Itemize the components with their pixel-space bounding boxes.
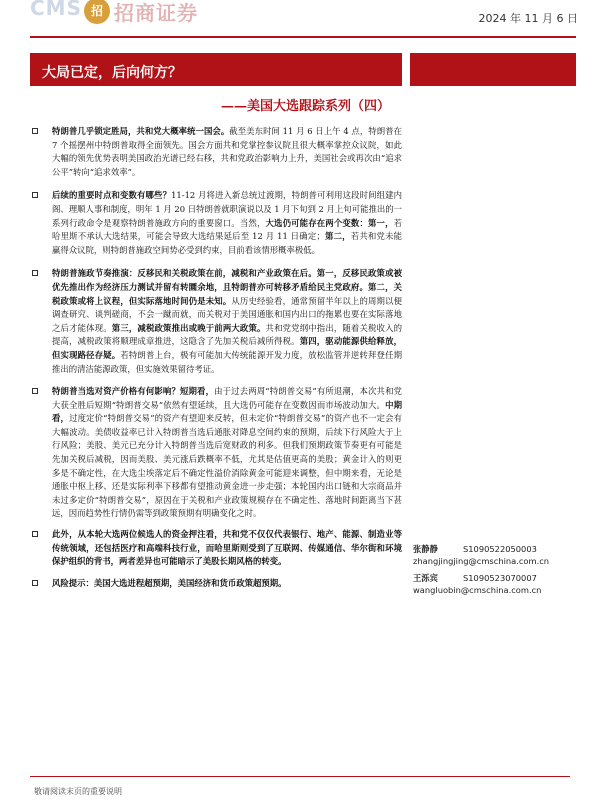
bullet-square-icon — [32, 128, 38, 134]
analyst-email[interactable]: zhangjingjing@cmschina.com.cn — [413, 556, 550, 566]
analyst-row — [413, 543, 583, 556]
bullet-lead: 特朗普施政节奏推演：反移民和关税政策在前，减税和产业政策在后。第一，反移民政策或被优先推出作为经济压力测试并留有转圜余地，且特朗普亦可转移矛盾给民主党政府。第二，关税政策或将上议程，但实际落地时间仍是未知。 — [52, 268, 402, 306]
logo-text-cn: 招商证券 — [114, 1, 198, 25]
bullet-text: 若特朗普上台，极有可能加大传统能源开发力度，放松监管并逆转拜登任期推出的清洁能源政策，但实施效果留待考证。 — [52, 349, 403, 374]
analyst-name: 张静静 — [413, 544, 438, 554]
bullet-item — [30, 189, 402, 257]
logo-badge-icon: 招 — [84, 0, 110, 24]
bullet-item — [30, 385, 402, 521]
footer-disclaimer: 敬请阅读末页的重要说明 — [34, 787, 122, 796]
report-subtitle: ——美国大选跟踪系列（四） — [220, 99, 390, 114]
brand-logo — [0, 0, 230, 28]
bullet-item — [30, 577, 402, 591]
analyst-cert: S1090522050003 — [463, 544, 537, 554]
analyst-email[interactable]: wangluobin@cmschina.com.cn — [413, 585, 542, 595]
bullet-lead: 第二， — [324, 231, 351, 242]
analyst-name: 王泺宾 — [413, 573, 438, 583]
bullet-lead: 第四，驱动能源供给释放，但实现路径存疑。 — [52, 336, 403, 360]
bullet-item — [30, 528, 402, 569]
bullet-text: 过度定价“特朗普交易”的资产有望迎来反转，但未定价“特朗普交易”的资产也不一定会有大幅波动。美债收益率已计入特朗普当选后通胀对降息空间约束的预期，后续下行风险大于上行风险；美股、美元已充分计入特朗普当选后宽财政的利多。但我们预期政策节奏更有可能是先加关税后减税，因而美股、美元涨后跌概率不低，尤其是估值更高的美股；黄金计入的则更多是不确定性，在大选尘埃落定后不确定性溢价消除黄金可能迎来调整，但中期来看，无论是通胀中枢上移、还是实际利率下移都有望推动黄金进一步走强；本轮国内出口链和大宗商品并未过多定价“特朗普交易”，原因在于关税和产业政策规模存在不确定性、落地时间距离当下甚远，因而趋势性行情仍需等到政策预期有明确变化之时。 — [52, 413, 403, 519]
bullet-square-icon — [32, 580, 38, 586]
side-banner — [410, 53, 576, 86]
summary-bullets — [30, 125, 402, 590]
bullet-item — [30, 267, 402, 376]
bullet-lead: 特朗普几乎锁定胜局，共和党大概率统一国会。 — [52, 126, 230, 136]
analyst-row — [413, 572, 583, 585]
report-date: 2024 年 11 月 6 日 — [478, 12, 578, 25]
bullet-lead: 中期看， — [52, 399, 403, 424]
logo-text-en: CMS — [30, 0, 82, 20]
bullet-lead: 后续的重要时点和变数有哪些？ — [52, 190, 172, 201]
bullet-item — [30, 125, 402, 179]
bullet-square-icon — [32, 270, 38, 276]
bullet-lead: 第三，减税政策推出或晚于前两大政策。 — [111, 322, 266, 333]
bullet-text: 若共和党未能赢得众议院，则特朗普施政空间势必受到约束，目前看该情形概率极低。 — [52, 231, 403, 255]
bullet-square-icon — [32, 388, 38, 394]
bullet-square-icon — [32, 531, 38, 537]
bullet-text: 若哈里斯不承认大选结果，可能会导致大选结果延后至 12 月 11 日确定； — [52, 217, 402, 242]
bullet-lead: 大选仍可能存在两个变数：第一， — [265, 217, 394, 228]
analyst-cert: S1090523070007 — [463, 573, 537, 583]
risk-warning: 风险提示：美国大选进程超预期，美国经济和货币政策超预期。 — [52, 577, 287, 588]
bullet-lead: 特朗普当选对资产价格有何影响？短期看， — [52, 386, 215, 397]
bullet-text: 由于过去两周“特朗普交易”有所退潮，本次共和党大获全胜后短期“特朗普交易”依然有望延续，且大选仍可能存在变数因而市场波动加大。 — [52, 386, 403, 410]
bullet-text: 从历史经验看，通常预留半年以上的周期以便调查研究、谈判磋商，不会一蹴而就，而关税对于美国通胀和国内出口的拖累也要在实际落地之后才能体现。 — [52, 295, 403, 333]
bullet-text: 截至美东时间 11 月 6 日上午 4 点，特朗普在 7 个摇摆州中特朗普取得全面领先。国会方面共和党掌控参议院且很大概率掌控众议院，如此大幅的领先优势表明美国政治光谱已经右移，共和党政治影响力上升，美国社会或再次由“追求公平”转向“追求效率”。 — [52, 126, 402, 177]
footer-divider — [30, 776, 570, 777]
report-title: 大局已定，后向何方？ — [42, 65, 182, 81]
bullet-square-icon — [32, 192, 38, 198]
header-divider — [30, 36, 576, 38]
bullet-text: 共和党党纲中指出，随着关税收入的提高，减税政策将顺理成章推进，这隐含了先加关税后减所得税。 — [52, 322, 403, 347]
bullet-lead: 此外，从本轮大选两位候选人的资金押注看，共和党不仅仅代表银行、地产、能源、制造业等传统领域，还包括医疗和高端科技行业，而哈里斯则受到了互联网、传媒通信、华尔街和环境保护组织的背书，两者差异也可能暗示了美股长期风格的转变。 — [52, 529, 402, 567]
analyst-panel — [413, 543, 583, 601]
bullet-text: 11-12 月将进入新总统过渡期，特朗普可利用这段时间组建内阁、理顺人事和制度，明年 1 月 20 日特朗普就职演说以及 1 月下旬到 2 月上旬可能推出的一系列行政命令是观察特朗普施政方向的重要窗口。当然， — [52, 190, 403, 228]
